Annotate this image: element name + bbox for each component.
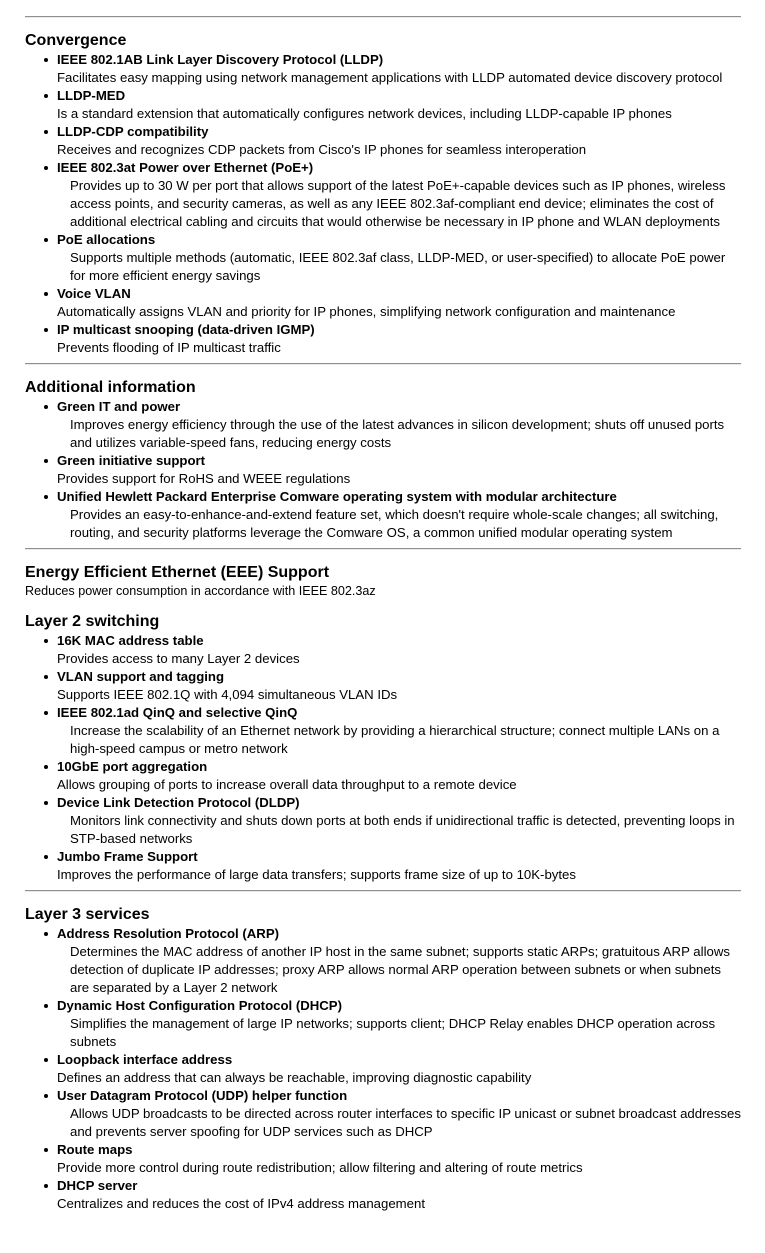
feature-desc: Allows grouping of ports to increase overall data throughput to a remote device <box>57 777 517 792</box>
feature-desc: Automatically assigns VLAN and priority for IP phones, simplifying network configuration and maintenance <box>57 304 676 319</box>
feature-item <box>25 231 741 285</box>
feature-desc: Provides support for RoHS and WEEE regulations <box>57 471 351 486</box>
feature-title: DHCP server <box>57 1178 138 1193</box>
feature-desc: Improves energy efficiency through the use of the latest advances in silicon development; shuts off unused ports and utilizes variable-speed fans, reducing energy costs <box>70 417 725 450</box>
feature-desc: Supports multiple methods (automatic, IEEE 802.3af class, LLDP-MED, or user-specified) to allocate PoE power for more efficient energy savings <box>70 250 726 283</box>
bullet-icon <box>44 58 48 62</box>
section-divider <box>25 548 741 550</box>
feature-item <box>25 321 741 357</box>
feature-title: Green IT and power <box>57 399 181 414</box>
feature-item <box>25 704 741 758</box>
bullet-icon <box>44 711 48 715</box>
feature-item <box>25 285 741 321</box>
feature-title: LLDP-CDP compatibility <box>57 124 209 139</box>
feature-list-layer-3-services <box>25 925 741 1213</box>
bullet-icon <box>44 639 48 643</box>
feature-desc: Improves the performance of large data transfers; supports frame size of up to 10K-bytes <box>57 867 576 882</box>
feature-item <box>25 925 741 997</box>
feature-item <box>25 159 741 231</box>
bullet-icon <box>44 166 48 170</box>
bullet-icon <box>44 1004 48 1008</box>
section-title-layer-2-switching: Layer 2 switching <box>25 613 160 630</box>
bullet-icon <box>44 1058 48 1062</box>
section-title-eee-support: Energy Efficient Ethernet (EEE) Support <box>25 564 330 581</box>
feature-desc: Receives and recognizes CDP packets from Cisco's IP phones for seamless interoperation <box>57 142 587 157</box>
feature-desc: Increase the scalability of an Ethernet network by providing a hierarchical structure; connect multiple LANs on a high-speed campus or metro network <box>70 723 720 756</box>
feature-title: 16K MAC address table <box>57 633 204 648</box>
section-title-layer-3-services: Layer 3 services <box>25 906 150 923</box>
section-divider <box>25 16 741 18</box>
feature-item <box>25 668 741 704</box>
bullet-icon <box>44 495 48 499</box>
feature-desc: Provide more control during route redistribution; allow filtering and altering of route metrics <box>57 1160 583 1175</box>
bullet-icon <box>44 1148 48 1152</box>
bullet-icon <box>44 1094 48 1098</box>
feature-title: Device Link Detection Protocol (DLDP) <box>57 795 300 810</box>
feature-desc: Centralizes and reduces the cost of IPv4 address management <box>57 1196 425 1211</box>
bullet-icon <box>44 932 48 936</box>
feature-desc: Simplifies the management of large IP networks; supports client; DHCP Relay enables DHCP operation across subnets <box>70 1016 716 1049</box>
section-title-convergence: Convergence <box>25 32 127 49</box>
feature-desc: Determines the MAC address of another IP host in the same subnet; supports static ARPs; gratuitous ARP allows detection of duplicate IP addresses; proxy ARP allows normal ARP operation between subnets or when subnets are separated by a Layer 2 network <box>70 944 730 995</box>
feature-desc: Facilitates easy mapping using network management applications with LLDP automated device discovery protocol <box>57 70 723 85</box>
feature-desc: Provides access to many Layer 2 devices <box>57 651 300 666</box>
feature-item <box>25 1141 741 1177</box>
feature-title: Voice VLAN <box>57 286 131 301</box>
document-content <box>25 16 741 1213</box>
feature-item <box>25 1051 741 1087</box>
feature-title: Jumbo Frame Support <box>57 849 198 864</box>
bullet-icon <box>44 130 48 134</box>
feature-title: Green initiative support <box>57 453 206 468</box>
bullet-icon <box>44 238 48 242</box>
feature-desc: Is a standard extension that automatically configures network devices, including LLDP-capable IP phones <box>57 106 672 121</box>
bullet-icon <box>44 459 48 463</box>
feature-title: Dynamic Host Configuration Protocol (DHCP) <box>57 998 342 1013</box>
feature-title: PoE allocations <box>57 232 156 247</box>
feature-title: Loopback interface address <box>57 1052 233 1067</box>
feature-item <box>25 758 741 794</box>
feature-item <box>25 794 741 848</box>
feature-list-convergence <box>25 51 741 357</box>
bullet-icon <box>44 1184 48 1188</box>
feature-item <box>25 488 741 542</box>
feature-item <box>25 452 741 488</box>
feature-title: Unified Hewlett Packard Enterprise Comware operating system with modular architecture <box>57 489 617 504</box>
feature-title: LLDP-MED <box>57 88 126 103</box>
section-title-additional-information: Additional information <box>25 379 196 396</box>
feature-item <box>25 848 741 884</box>
feature-title: IEEE 802.3at Power over Ethernet (PoE+) <box>57 160 314 175</box>
feature-desc: Prevents flooding of IP multicast traffic <box>57 340 281 355</box>
feature-item <box>25 87 741 123</box>
feature-desc: Supports IEEE 802.1Q with 4,094 simultaneous VLAN IDs <box>57 687 398 702</box>
feature-title: IEEE 802.1AB Link Layer Discovery Protocol (LLDP) <box>57 52 384 67</box>
bullet-icon <box>44 292 48 296</box>
section-divider <box>25 363 741 365</box>
bullet-icon <box>44 405 48 409</box>
feature-item <box>25 398 741 452</box>
feature-title: User Datagram Protocol (UDP) helper function <box>57 1088 348 1103</box>
bullet-icon <box>44 801 48 805</box>
feature-desc: Monitors link connectivity and shuts down ports at both ends if unidirectional traffic is detected, preventing loops in STP-based networks <box>70 813 735 846</box>
bullet-icon <box>44 328 48 332</box>
feature-title: Address Resolution Protocol (ARP) <box>57 926 280 941</box>
feature-desc: Allows UDP broadcasts to be directed across router interfaces to specific IP unicast or subnet broadcast addresses and prevents server spoofing for UDP services such as DHCP <box>70 1106 741 1139</box>
feature-title: VLAN support and tagging <box>57 669 225 684</box>
feature-desc: Provides an easy-to-enhance-and-extend feature set, which doesn't require whole-scale changes; all switching, routing, and security platforms leverage the Comware OS, a common unified modular operating system <box>70 507 719 540</box>
feature-item <box>25 1177 741 1213</box>
feature-title: Route maps <box>57 1142 133 1157</box>
bullet-icon <box>44 675 48 679</box>
feature-list-additional-information <box>25 398 741 542</box>
feature-item <box>25 123 741 159</box>
feature-title: 10GbE port aggregation <box>57 759 208 774</box>
section-divider <box>25 890 741 892</box>
feature-list-layer-2-switching <box>25 632 741 884</box>
feature-desc: Provides up to 30 W per port that allows support of the latest PoE+-capable devices such as IP phones, wireless access points, and security cameras, as well as any IEEE 802.3af-compliant end device; eliminates the cost of additional electrical cabling and circuits that would otherwise be necessary in IP phone and WLAN deployments <box>70 178 726 229</box>
feature-item <box>25 1087 741 1141</box>
section-subtext-eee-support: Reduces power consumption in accordance with IEEE 802.3az <box>25 584 376 598</box>
bullet-icon <box>44 94 48 98</box>
feature-item <box>25 51 741 87</box>
feature-item <box>25 997 741 1051</box>
bullet-icon <box>44 765 48 769</box>
bullet-icon <box>44 855 48 859</box>
feature-title: IEEE 802.1ad QinQ and selective QinQ <box>57 705 298 720</box>
feature-desc: Defines an address that can always be reachable, improving diagnostic capability <box>57 1070 532 1085</box>
feature-item <box>25 632 741 668</box>
feature-title: IP multicast snooping (data-driven IGMP) <box>57 322 315 337</box>
